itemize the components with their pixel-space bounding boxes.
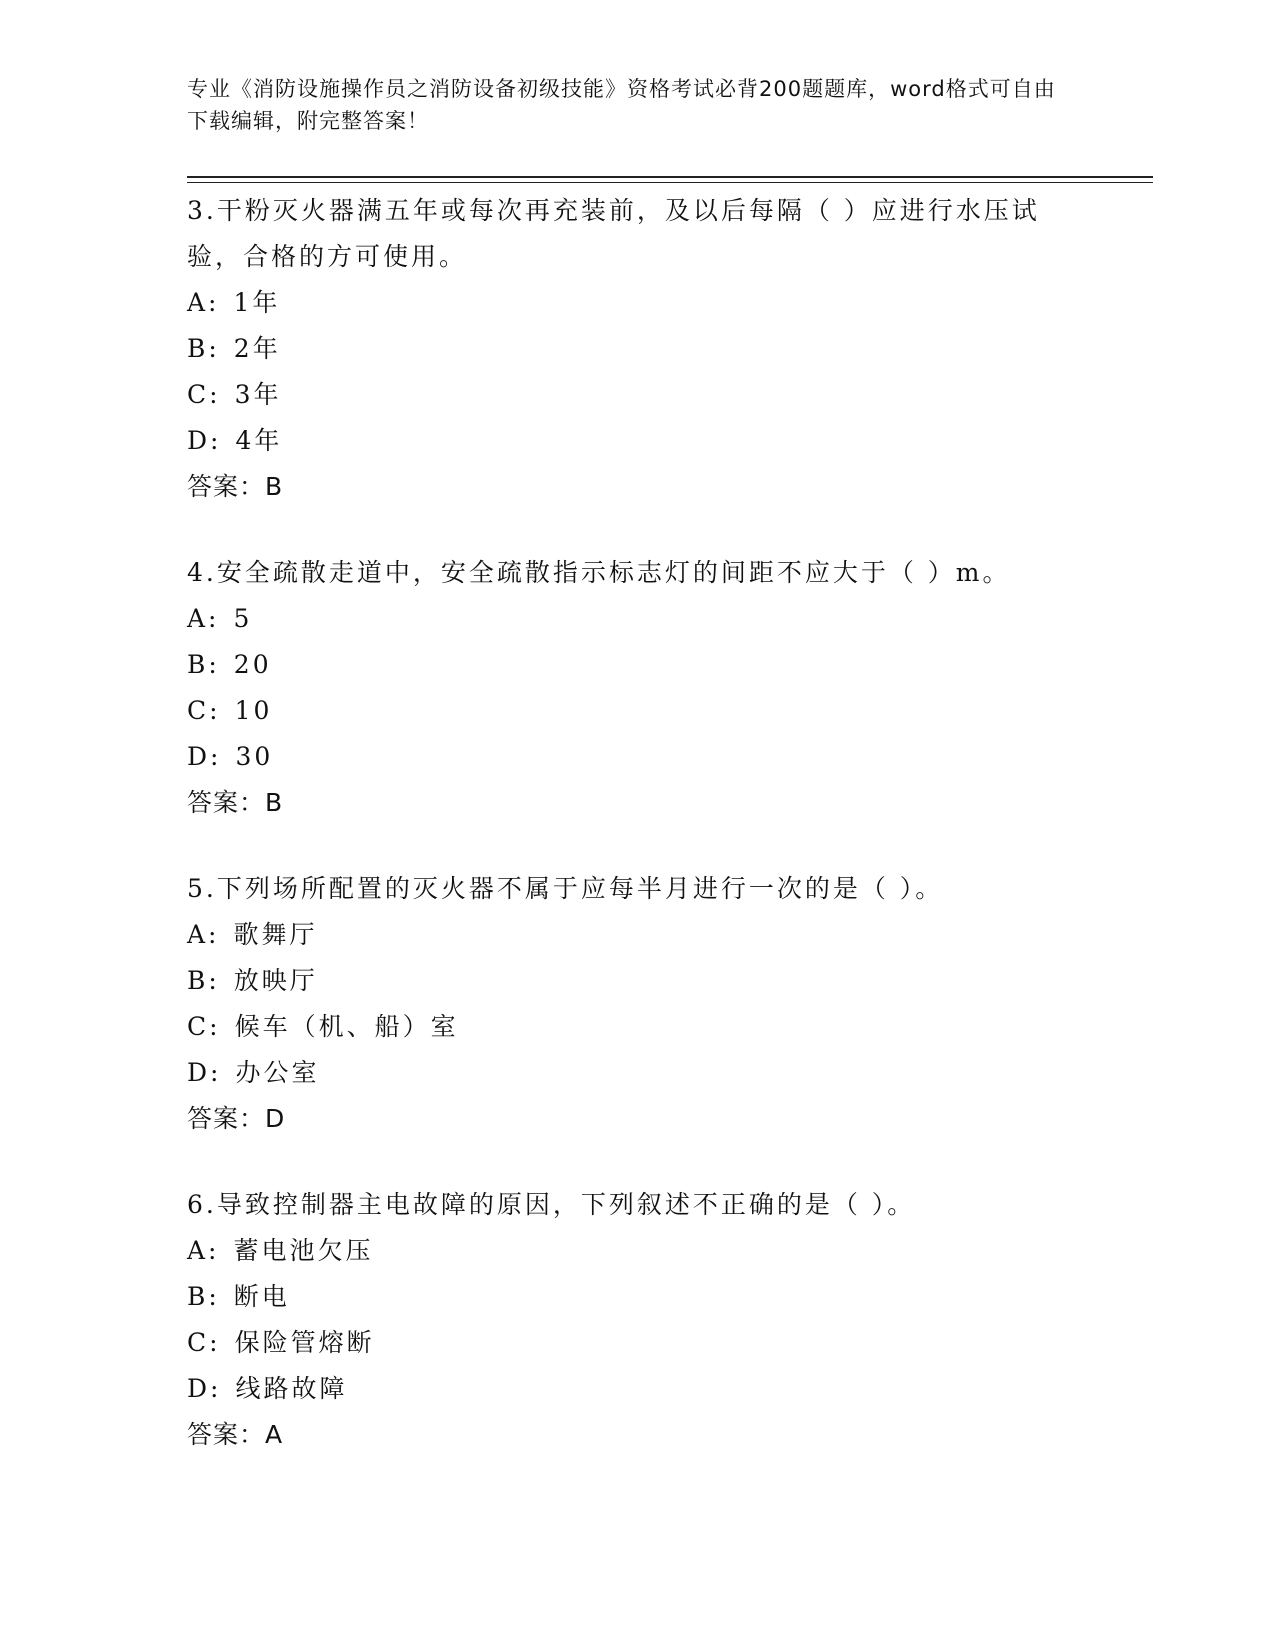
option-b — [187, 1274, 1067, 1320]
option-c — [187, 372, 1067, 418]
option-text: 线路故障 — [235, 1374, 348, 1403]
option-d — [187, 418, 1067, 464]
option-a — [187, 280, 1067, 326]
option-letter: C: — [187, 696, 221, 725]
option-letter: D: — [187, 426, 222, 455]
option-letter: B: — [187, 1282, 220, 1311]
option-d — [187, 1050, 1067, 1096]
option-text: 1年 — [233, 288, 281, 317]
question-text: 4.安全疏散走道中，安全疏散指示标志灯的间距不应大于（ ）m。 — [187, 558, 1011, 587]
option-letter: A: — [187, 920, 220, 949]
answer-line: 答案：D — [187, 1104, 286, 1133]
question-text: 5.下列场所配置的灭火器不属于应每半月进行一次的是（ ）。 — [187, 874, 944, 903]
option-c — [187, 1004, 1067, 1050]
question-item — [187, 188, 1067, 510]
option-text: 放映厅 — [233, 966, 318, 995]
option-a — [187, 596, 1067, 642]
option-text: 4年 — [235, 426, 283, 455]
header-divider-thin — [187, 182, 1153, 183]
option-b — [187, 326, 1067, 372]
answer-line: 答案：B — [187, 788, 284, 817]
option-text: 2年 — [233, 334, 281, 363]
option-a — [187, 912, 1067, 958]
option-letter: C: — [187, 1328, 221, 1357]
option-d — [187, 1366, 1067, 1412]
option-d — [187, 734, 1067, 780]
option-letter: B: — [187, 966, 220, 995]
question-text: 3.干粉灭火器满五年或每次再充装前，及以后每隔（ ）应进行水压试验，合格的方可使用。 — [187, 196, 1040, 271]
option-c — [187, 688, 1067, 734]
header-divider-thick — [187, 176, 1153, 178]
question-item — [187, 1182, 1067, 1458]
question-item — [187, 550, 1067, 826]
option-text: 保险管熔断 — [234, 1328, 375, 1357]
option-c — [187, 1320, 1067, 1366]
option-letter: A: — [187, 604, 220, 633]
document-header: 专业《消防设施操作员之消防设备初级技能》资格考试必背200题题库，word格式可自由下载编辑，附完整答案！ — [187, 77, 1056, 133]
option-b — [187, 642, 1067, 688]
answer-line: 答案：B — [187, 472, 284, 501]
option-letter: D: — [187, 1374, 222, 1403]
option-text: 10 — [234, 696, 273, 725]
option-a — [187, 1228, 1067, 1274]
option-text: 蓄电池欠压 — [233, 1236, 374, 1265]
option-letter: B: — [187, 334, 220, 363]
option-letter: D: — [187, 742, 222, 771]
option-text: 候车（机、船）室 — [234, 1012, 459, 1041]
question-list — [187, 188, 1067, 1498]
option-text: 歌舞厅 — [233, 920, 318, 949]
option-text: 3年 — [234, 380, 282, 409]
option-text: 30 — [235, 742, 274, 771]
option-text: 20 — [233, 650, 272, 679]
option-text: 断电 — [233, 1282, 290, 1311]
question-item — [187, 866, 1067, 1142]
option-letter: C: — [187, 1012, 221, 1041]
option-letter: D: — [187, 1058, 222, 1087]
option-text: 5 — [233, 604, 253, 633]
option-letter: A: — [187, 288, 220, 317]
answer-line: 答案：A — [187, 1420, 284, 1449]
option-letter: C: — [187, 380, 221, 409]
option-text: 办公室 — [235, 1058, 320, 1087]
option-letter: A: — [187, 1236, 220, 1265]
option-letter: B: — [187, 650, 220, 679]
question-text: 6.导致控制器主电故障的原因，下列叙述不正确的是（ ）。 — [187, 1190, 916, 1219]
option-b — [187, 958, 1067, 1004]
